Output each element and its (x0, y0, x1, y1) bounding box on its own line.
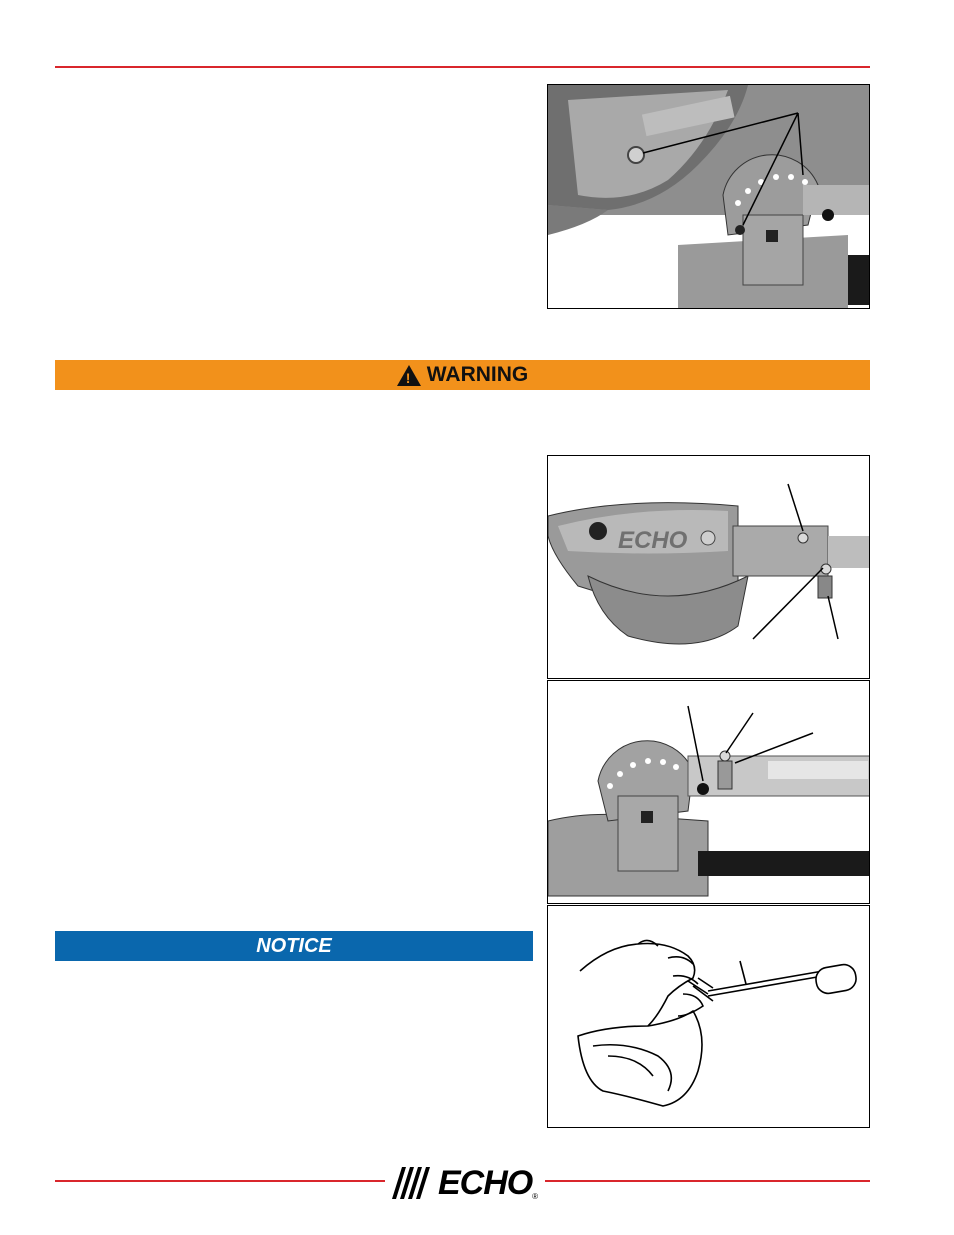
illustration-cleaning-brush (547, 905, 870, 1128)
warning-triangle-icon: ! (397, 365, 421, 386)
warning-label: WARNING (426, 363, 529, 386)
logo-text: ECHO (438, 1163, 533, 1202)
footer-rule-right (545, 1180, 870, 1182)
logo-stripes-icon (392, 1167, 434, 1199)
footer-rule-left (55, 1180, 385, 1182)
notice-label: NOTICE (256, 934, 332, 957)
header-rule (55, 66, 870, 68)
registered-mark: ® (532, 1192, 538, 1201)
photo-shaft-clamp (547, 680, 870, 904)
notice-banner (55, 931, 533, 961)
warning-banner (55, 360, 870, 390)
photo-drive-shaft-housing (547, 455, 870, 679)
echo-logo (392, 1165, 542, 1201)
photo-gearcase-bolts (547, 84, 870, 309)
svg-text:ECHO: ECHO (618, 527, 688, 554)
